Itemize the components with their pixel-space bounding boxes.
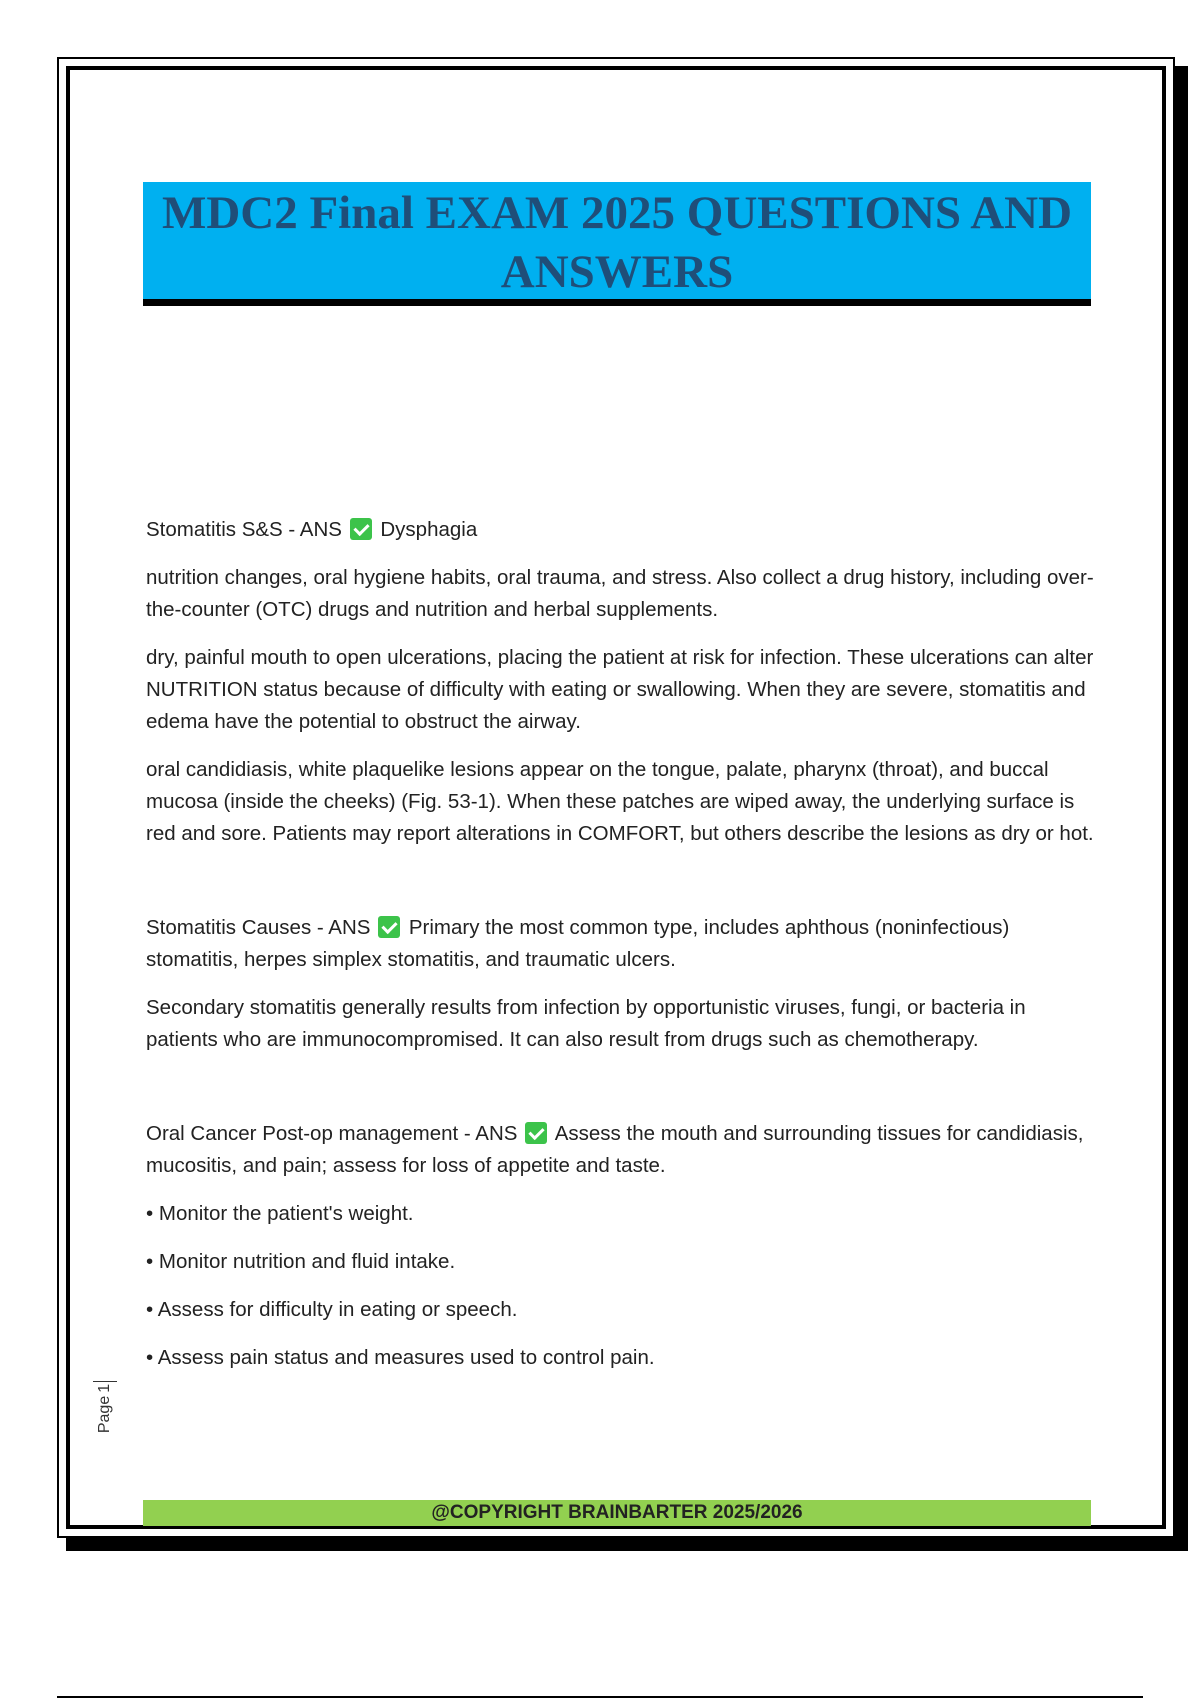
question-text: Stomatitis S&S - ANS [146,518,342,541]
copyright-text: @COPYRIGHT BRAINBARTER 2025/2026 [431,1502,803,1523]
qa-stomatitis-causes [146,912,1096,976]
answer-text: Assess the mouth and surrounding tissues for candidiasis, mucositis, and pain; assess for loss of appetite and taste. [146,1122,1084,1177]
question-text: Stomatitis Causes - ANS [146,916,371,939]
spacer [146,866,1096,912]
paragraph: Secondary stomatitis generally results from infection by opportunistic viruses, fungi, or bacteria in patients who are immunocompromised. It can also result from drugs such as chemotherapy. [146,996,1026,1051]
bullet-item: • Assess for difficulty in eating or speech. [146,1298,518,1321]
qa-stomatitis-ss [146,514,1096,546]
page-word: Page [96,1395,113,1434]
page-number: 1 [93,1381,117,1393]
page-number-label [93,1362,117,1452]
copyright-footer [143,1500,1091,1526]
check-mark-icon [525,1122,547,1144]
check-mark-icon [350,518,372,540]
paragraph: dry, painful mouth to open ulcerations, placing the patient at risk for infection. These ulcerations can alter NUTRITION status because of difficulty with eating or swallowing. When they are severe, stomatitis and edema have the potential to obstruct the airway. [146,646,1094,733]
question-text: Oral Cancer Post-op management - ANS [146,1122,518,1145]
page-title-line1: MDC2 Final EXAM 2025 QUESTIONS AND [161,187,1073,239]
answer-text: Dysphagia [380,518,478,541]
page-title [143,182,1091,302]
paragraph: nutrition changes, oral hygiene habits, oral trauma, and stress. Also collect a drug history, including over-the-counter (OTC) drugs and nutrition and herbal supplements. [146,566,1094,621]
bullet-item: • Monitor nutrition and fluid intake. [146,1250,456,1273]
bullet-item: • Monitor the patient's weight. [146,1202,414,1225]
qa-oral-cancer-postop [146,1118,1096,1182]
document-body [146,514,1096,1390]
title-banner [143,182,1091,306]
answer-text: Primary the most common type, includes aphthous (noninfectious) stomatitis, herpes simplex stomatitis, and traumatic ulcers. [146,916,1010,971]
bottom-divider [57,1696,1143,1698]
check-mark-icon [378,916,400,938]
page-title-line2: ANSWERS [500,246,734,298]
paragraph: oral candidiasis, white plaquelike lesions appear on the tongue, palate, pharynx (throat), and buccal mucosa (inside the cheeks) (Fig. 53-1). When these patches are wiped away, the underlying surface is red and sore. Patients may report alterations in COMFORT, but others describe the lesions as dry or hot. [146,758,1094,845]
spacer [146,1072,1096,1118]
bullet-item: • Assess pain status and measures used to control pain. [146,1346,655,1369]
